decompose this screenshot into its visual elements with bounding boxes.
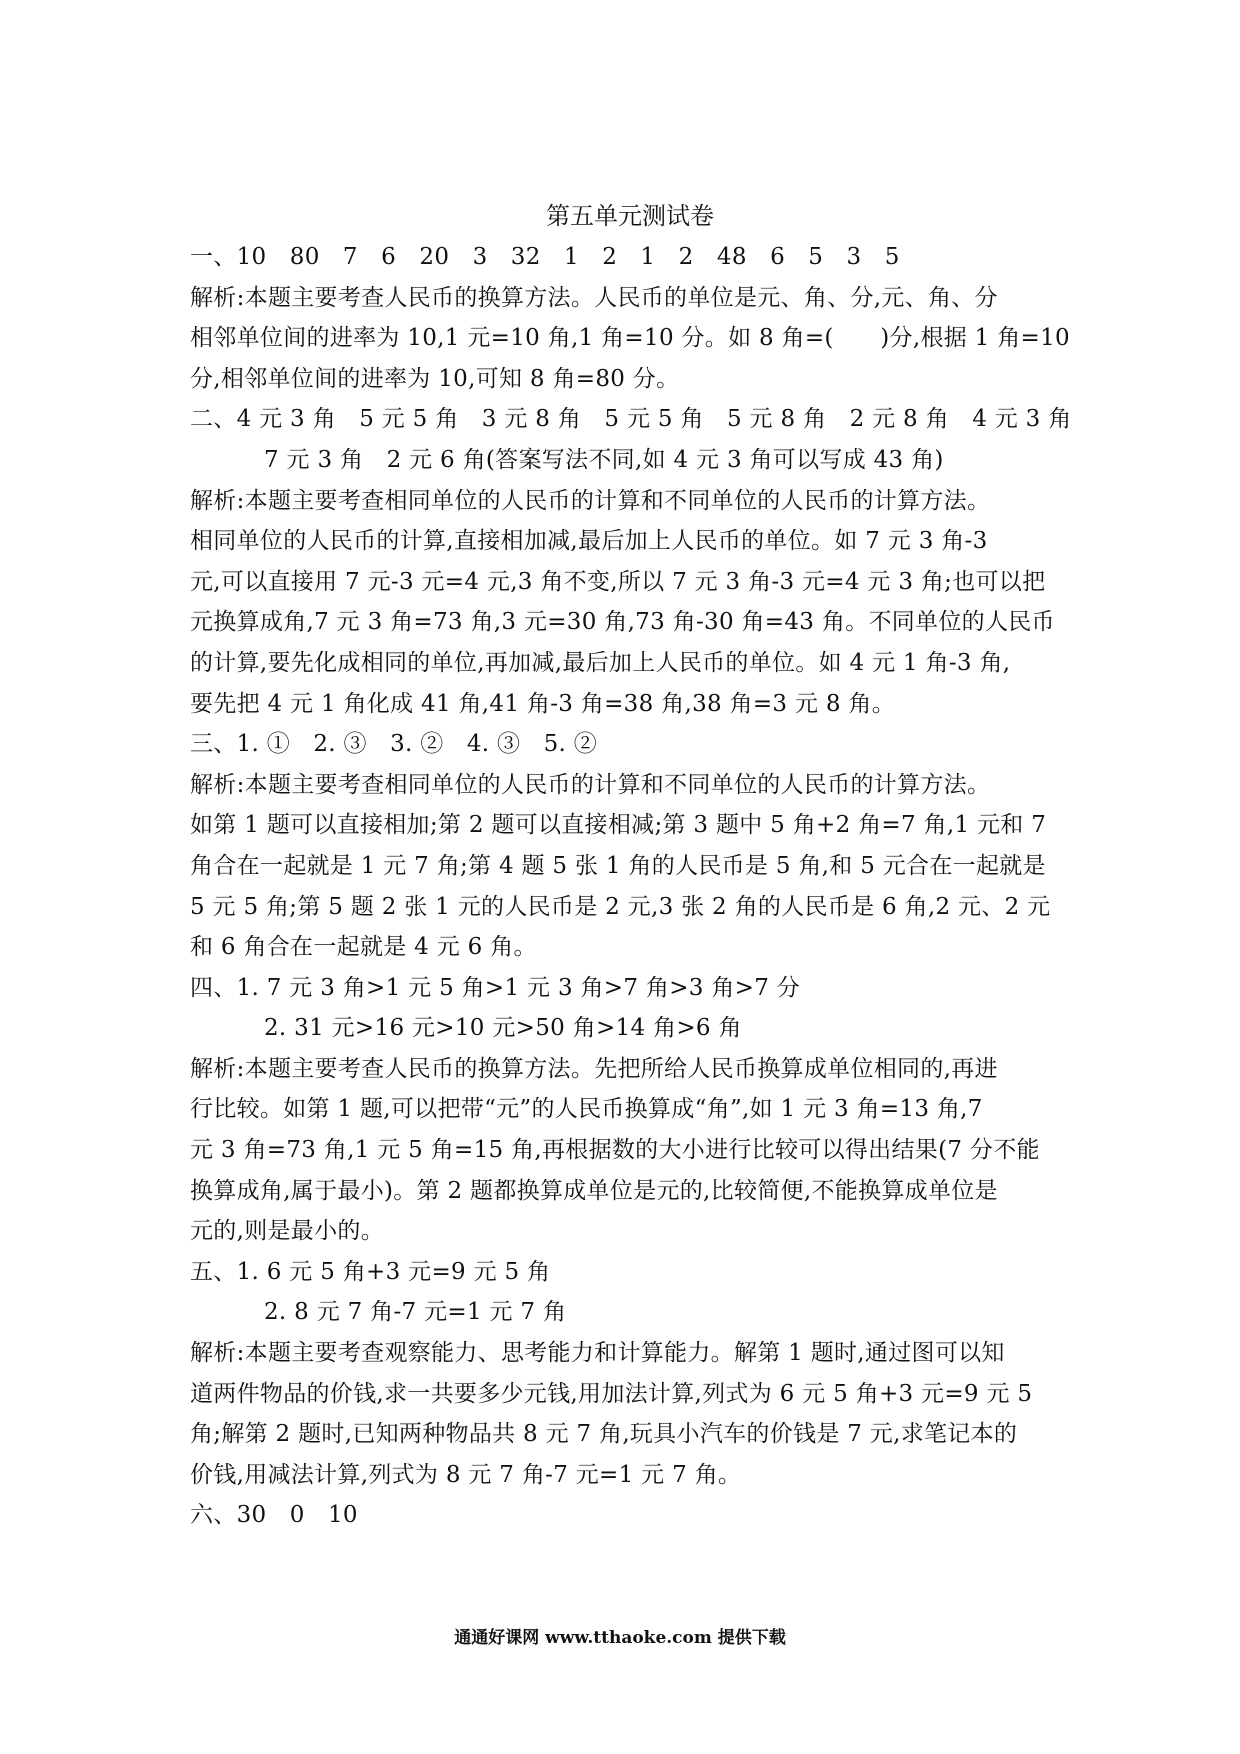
analysis-line: 元,可以直接用 7 元-3 元=4 元,3 角不变,所以 7 元 3 角-3 元=4 元 3 角;也可以把 (190, 568, 1046, 595)
analysis-line: 的计算,要先化成相同的单位,再加减,最后加上人民币的单位。如 4 元 1 角-3 角, (190, 649, 1011, 676)
analysis-line: 分,相邻单位间的进率为 10,可知 8 角=80 分。 (190, 365, 680, 392)
analysis-line: 行比较。如第 1 题,可以把带“元”的人民币换算成“角”,如 1 元 3 角=13 角,7 (190, 1096, 983, 1123)
answer-line-6: 六、30 0 10 (190, 1502, 358, 1529)
answer-line-4-continued: 2. 31 元>16 元>10 元>50 角>14 角>6 角 (264, 1015, 742, 1042)
analysis-line: 道两件物品的价钱,求一共要多少元钱,用加法计算,列式为 6 元 5 角+3 元=9 元 5 (190, 1380, 1033, 1407)
analysis-line: 解析:本题主要考查人民币的换算方法。先把所给人民币换算成单位相同的,再进 (190, 1055, 998, 1082)
analysis-line: 角合在一起就是 1 元 7 角;第 4 题 5 张 1 角的人民币是 5 角,和 5 元合在一起就是 (190, 852, 1046, 879)
analysis-line: 解析:本题主要考查相同单位的人民币的计算和不同单位的人民币的计算方法。 (190, 771, 991, 798)
analysis-line: 相同单位的人民币的计算,直接相加减,最后加上人民币的单位。如 7 元 3 角-3 (190, 528, 988, 555)
answer-line-2: 二、4 元 3 角 5 元 5 角 3 元 8 角 5 元 5 角 5 元 8 角 2 元 8 角 4 元 3 角 (190, 406, 1072, 433)
analysis-line: 元的,则是最小的。 (190, 1218, 385, 1245)
analysis-line: 解析:本题主要考查观察能力、思考能力和计算能力。解第 1 题时,通过图可以知 (190, 1340, 1005, 1367)
analysis-line: 相邻单位间的进率为 10,1 元=10 角,1 角=10 分。如 8 角=( )分,根据 1 角=10 (190, 325, 1070, 352)
analysis-line: 价钱,用减法计算,列式为 8 元 7 角-7 元=1 元 7 角。 (190, 1461, 742, 1488)
analysis-line: 解析:本题主要考查人民币的换算方法。人民币的单位是元、角、分,元、角、分 (190, 284, 998, 311)
answer-line-3: 三、1. ① 2. ③ 3. ② 4. ③ 5. ② (190, 731, 598, 758)
analysis-line: 要先把 4 元 1 角化成 41 角,41 角-3 角=38 角,38 角=3 元 8 角。 (190, 690, 896, 717)
answer-line-1: 一、10 80 7 6 20 3 32 1 2 1 2 48 6 5 3 5 (190, 244, 900, 270)
document-body (190, 195, 1070, 1536)
analysis-line: 和 6 角合在一起就是 4 元 6 角。 (190, 934, 537, 961)
footer-credit: 通通好课网 www.tthaoke.com 提供下载 (454, 1628, 786, 1648)
answer-line-4: 四、1. 7 元 3 角>1 元 5 角>1 元 3 角>7 角>3 角>7 分 (190, 974, 801, 1001)
analysis-line: 解析:本题主要考查相同单位的人民币的计算和不同单位的人民币的计算方法。 (190, 487, 991, 514)
answer-line-2-continued: 7 元 3 角 2 元 6 角(答案写法不同,如 4 元 3 角可以写成 43 角) (264, 446, 944, 473)
answer-line-5-continued: 2. 8 元 7 角-7 元=1 元 7 角 (264, 1299, 567, 1326)
analysis-line: 元 3 角=73 角,1 元 5 角=15 角,再根据数的大小进行比较可以得出结果(7 分不能 (190, 1137, 1040, 1164)
answer-line-5: 五、1. 6 元 5 角+3 元=9 元 5 角 (190, 1258, 551, 1285)
analysis-line: 如第 1 题可以直接相加;第 2 题可以直接相减;第 3 题中 5 角+2 角=7 角,1 元和 7 (190, 812, 1047, 839)
analysis-line: 换算成角,属于最小)。第 2 题都换算成单位是元的,比较简便,不能换算成单位是 (190, 1177, 998, 1204)
page-title: 第五单元测试卷 (546, 202, 714, 230)
analysis-line: 角;解第 2 题时,已知两种物品共 8 元 7 角,玩具小汽车的价钱是 7 元,求笔记本的 (190, 1421, 1018, 1448)
analysis-line: 5 元 5 角;第 5 题 2 张 1 元的人民币是 2 元,3 张 2 角的人民币是 6 角,2 元、2 元 (190, 893, 1051, 920)
analysis-line: 元换算成角,7 元 3 角=73 角,3 元=30 角,73 角-30 角=43 角。不同单位的人民币 (190, 609, 1055, 636)
